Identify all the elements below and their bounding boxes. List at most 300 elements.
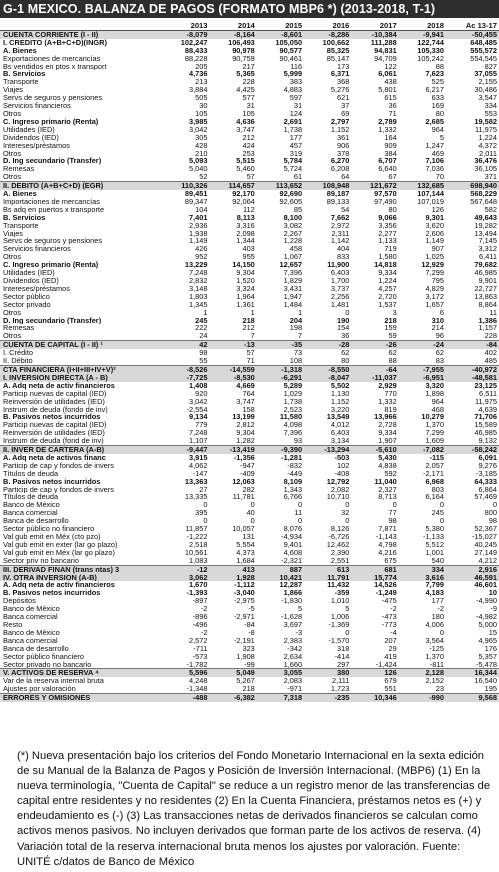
value-cell: -64 [351,365,398,373]
value-cell: 14,150 [232,261,255,270]
value-cell: 5,784 [283,157,303,166]
row-label: Banco de México [3,605,60,614]
value-cell: 1,537 [378,300,397,309]
value-cell: 6,371 [330,70,350,79]
row-label: CUENTA DE CAPITAL (I - II) ¹ [0,341,162,349]
value-cell: 9,132 [478,437,497,446]
value-cell: 827 [484,62,497,71]
value-cell: -125 [429,644,444,653]
value-cell: 80 [388,205,397,214]
value-cell: -12 [162,565,209,573]
value-cell: 5,380 [425,525,444,533]
value-cell: 5,512 [425,540,444,549]
table-row [0,126,499,134]
value-cell: 2,155 [478,78,497,87]
value-cell: 1,908 [236,652,255,661]
value-cell: 40,245 [474,540,497,549]
value-cell: 1,130 [330,389,350,398]
row-label: Ajustes por valoración [3,685,76,694]
value-cell: 5,357 [478,652,497,661]
value-cell: 1,670 [189,581,208,590]
value-cell: 14,818 [374,261,397,270]
value-cell: 97,490 [374,197,397,206]
value-cell: -10,384 [351,30,398,38]
value-cell: 36,476 [474,157,497,166]
value-cell: 177 [289,133,303,142]
row-label: Importaciones de mercancías [3,197,100,206]
table-row [0,237,499,245]
value-cell: 9,401 [283,540,303,549]
value-cell: 90,577 [279,46,303,55]
table-row [0,142,499,150]
table-row [0,661,499,669]
value-cell: -8,286 [304,30,351,38]
value-cell: -2,975 [233,597,255,606]
value-cell: 419 [384,652,397,661]
value-cell: 1 [250,308,255,317]
row-label: Banca comercial [3,509,58,518]
value-cell: 79,682 [474,261,497,270]
value-cell: 9,276 [478,461,497,470]
value-cell: 9,334 [378,269,397,277]
value-cell: 3,082 [283,221,303,230]
value-cell: 80 [341,357,350,366]
value-cell: 9,301 [425,213,444,222]
value-cell: 1,928 [210,574,257,582]
table-row [0,597,499,605]
table-row [0,533,499,541]
value-cell: 54 [341,205,350,214]
value-cell: 88,433 [184,46,208,55]
value-cell: 105,330 [417,46,444,55]
value-cell: 6,411 [479,253,497,262]
value-cell: 4,639 [478,405,497,414]
value-cell: 1 [203,308,208,317]
value-cell: 8,864 [478,300,497,309]
value-cell: 5,515 [236,157,255,166]
value-cell: 207 [384,636,397,645]
value-cell: 24 [199,332,208,341]
value-cell: 5,000 [478,620,497,629]
value-cell: 0 [492,501,497,510]
value-cell: 111,288 [370,38,397,47]
value-cell: 16,344 [446,669,499,677]
value-cell: 11 [294,509,303,518]
table-row [0,478,499,486]
row-label: Otros [3,253,22,262]
row-label: Intereses/préstamos [3,141,70,150]
value-cell: 964 [431,397,444,406]
value-cell: 85,147 [326,54,350,63]
value-cell: 0 [439,517,444,526]
value-cell: -1,281 [281,453,303,462]
value-cell: 212 [242,324,255,333]
value-cell: 7,401 [189,213,208,222]
value-cell: 57,469 [474,493,497,502]
value-cell: 158 [242,405,255,414]
value-cell: 5,289 [283,381,303,390]
row-label: B. Servicios [3,213,46,222]
value-cell: -414 [334,652,350,661]
value-cell: 90,759 [232,54,255,63]
value-cell: 305 [195,133,208,142]
row-label: Viajes [3,86,23,95]
row-label: I. Crédito [3,349,33,358]
value-cell: 36 [341,332,350,341]
value-cell: 319 [289,149,303,158]
value-cell: 4,838 [378,461,397,470]
value-cell: 6,707 [378,157,397,166]
value-cell: -84 [244,620,255,629]
table-row [0,437,499,445]
value-cell: 214 [431,324,444,333]
value-cell: 6,164 [425,493,444,502]
table-row [0,293,499,301]
value-cell: 113,652 [257,182,304,190]
table-row [0,669,499,677]
value-cell: 13,199 [232,413,255,422]
value-cell: 11,900 [327,261,350,270]
value-cell: 469 [431,149,444,158]
value-cell: 198 [289,324,303,333]
header-year-cell: 2018 [399,22,446,30]
row-label: III. DERIVAD FINAN (trans ntas) 3 [0,565,162,573]
value-cell: -2,171 [423,469,444,478]
row-label: II. DEBITO (A+B+C+D) (EGR) [0,182,162,190]
value-cell: 582 [484,205,497,214]
table-row [0,406,499,414]
value-cell: 592 [384,469,397,478]
value-cell: 615 [384,94,397,103]
value-cell: 2,383 [283,636,303,645]
value-cell: 5,365 [236,70,255,79]
value-cell: 90,461 [279,54,303,63]
table-row [0,605,499,613]
header-year-cell: 2016 [304,22,351,30]
value-cell: 675 [384,556,397,565]
value-cell: 14,526 [374,581,397,590]
value-cell: 803 [431,485,444,494]
value-cell: 108 [289,357,303,366]
value-cell: 62 [341,349,350,358]
value-cell: 212 [242,133,255,142]
value-cell: 1,152 [330,125,350,134]
row-label: Particip nuevas de capital (IED) [3,421,107,430]
value-cell: 90,978 [232,46,255,55]
value-cell: 1,660 [283,660,303,669]
value-cell: -8,530 [210,374,257,382]
value-cell: 7 [297,332,303,341]
value-cell: 77 [388,509,397,518]
value-cell: 553 [484,109,497,118]
value-cell: 218 [242,316,255,325]
value-cell: 11,432 [327,581,350,590]
value-cell: 597 [289,94,303,103]
value-cell: 5,093 [189,157,208,166]
value-cell: 555,572 [470,46,497,55]
value-cell: 3,042 [189,397,208,406]
row-label: Sector privado no bancario [3,660,92,669]
value-cell: 3,747 [236,125,255,134]
value-cell: 0 [250,501,255,510]
value-cell: -48,581 [446,374,499,382]
value-cell: -1,133 [423,533,444,541]
value-cell: 164 [384,133,397,142]
value-cell: 1,386 [478,316,497,325]
value-cell: -990 [399,694,446,702]
value-cell: 11 [489,308,497,317]
value-cell: 424 [242,141,255,150]
value-cell: 2,267 [283,229,303,238]
value-cell: 88 [388,357,397,366]
value-cell: 11,975 [474,397,497,406]
row-label: Sector priv no bancario [3,556,79,565]
table-row [0,165,499,173]
value-cell: 4,183 [425,589,444,598]
value-cell: 2,128 [399,669,446,677]
value-cell: -1,348 [186,685,208,694]
value-cell: 4,736 [189,70,208,79]
table-row [0,86,499,94]
value-cell: 554,545 [470,54,497,63]
value-cell: 46,985 [474,269,497,277]
table-row [0,301,499,309]
table-row [0,150,499,158]
value-cell: 7,036 [425,165,444,174]
value-cell: -1,143 [375,533,397,541]
value-cell: -58,242 [446,446,499,454]
value-cell: 9,134 [189,413,208,422]
value-cell: 1,738 [283,397,303,406]
value-cell: 11,781 [232,493,255,502]
value-cell: 10,421 [257,574,304,582]
row-label: Particip de cap y fondos de invers [3,485,114,494]
value-cell: 22,727 [474,284,497,293]
value-cell: 5 [345,605,350,614]
value-cell: 218 [384,316,397,325]
value-cell: 906 [337,141,350,150]
row-label: Servs de seguros y pensiones [3,237,103,246]
table-body [0,22,499,702]
value-cell: 7,318 [257,694,304,702]
table-row [0,390,499,398]
table-row [0,685,499,693]
value-cell: 525 [431,78,444,87]
value-cell: -9 [490,605,497,614]
value-cell: 107,144 [417,190,444,198]
value-cell: 16,540 [474,677,497,686]
value-cell: 1,224 [378,277,397,285]
value-cell: 2,098 [236,229,255,238]
value-cell: -1,628 [281,613,303,621]
value-cell: 6,640 [378,165,397,174]
value-cell: -449 [287,469,303,478]
row-label: Otros [3,173,22,182]
row-label: Dividendos (IED) [3,277,59,285]
value-cell: -84 [446,341,499,349]
row-label: Particip nuevas de capital (IED) [3,389,107,398]
value-cell: 132,685 [399,182,446,190]
value-cell: -11,037 [351,374,398,382]
value-cell: 2,011 [479,149,497,158]
value-cell: 1,029 [283,389,303,398]
value-cell: 334 [399,565,446,573]
value-cell: 3,884 [189,86,208,95]
table-row [0,198,499,206]
value-cell: 11,040 [374,477,397,486]
value-cell: 1,700 [330,277,350,285]
value-cell: 1,157 [478,324,497,333]
table-row [0,357,499,365]
value-cell: -711 [193,644,208,653]
value-cell: -1,424 [375,660,397,669]
value-cell: 3,620 [425,221,444,230]
value-cell: 4,636 [236,117,255,126]
value-cell: -14,559 [210,365,257,373]
value-cell: -1,570 [328,636,350,645]
value-cell: 13,494 [474,229,497,238]
table-row [0,222,499,230]
value-cell: 4,669 [236,381,255,390]
value-cell: 2,691 [283,117,303,126]
table-row [0,421,499,429]
value-cell: 457 [289,141,303,150]
value-cell: 6,208 [330,165,350,174]
value-cell: -2 [437,605,444,614]
value-cell: 46,591 [446,574,499,582]
value-cell: 334 [484,102,497,110]
value-cell: 126 [351,669,398,677]
value-cell: 0 [345,308,350,317]
row-label: Remesas [3,324,35,333]
value-cell: 27,149 [474,548,497,557]
value-cell: 7,799 [425,581,444,590]
value-cell: -2,554 [186,405,208,414]
value-cell: 9,304 [236,269,255,277]
value-cell: 318 [337,644,350,653]
value-cell: 361 [337,133,350,142]
value-cell: -503 [334,453,350,462]
table-row [0,645,499,653]
value-cell: -3 [295,628,303,637]
row-label: Instrum de deuda (fondo de inv) [3,405,108,414]
value-cell: 633 [431,94,444,103]
value-cell: 0 [392,501,397,510]
value-cell: 31 [246,102,255,110]
value-cell: 154 [337,324,350,333]
table-row [0,118,499,126]
value-cell: 4,012 [330,421,350,430]
value-cell: -773 [381,620,397,629]
value-cell: 9,568 [446,694,499,702]
value-cell: 2,728 [378,421,397,430]
value-cell: -9,390 [257,446,304,454]
value-cell: 12,063 [232,477,255,486]
header-year-cell: 2015 [257,22,304,30]
table-row [0,78,499,86]
value-cell: 1,684 [236,556,255,565]
value-cell: 4,829 [425,284,444,293]
row-label: Banco de México [3,501,60,510]
value-cell: 310 [431,316,444,325]
value-cell: 13,229 [184,261,208,270]
value-cell: 0 [345,628,350,637]
value-cell: 29 [388,644,397,653]
value-cell: 2,685 [425,117,444,126]
value-cell: 13,335 [184,493,208,502]
value-cell: 2,277 [378,229,397,238]
row-label: Sector privado [3,300,51,309]
header-label-cell [0,22,162,30]
table-row [0,429,499,437]
row-label: A. Bienes [3,190,37,198]
value-cell: 105 [195,109,208,118]
row-label: Dividendos (IED) [3,133,59,142]
row-label: Var de la reserva internal bruta [3,677,104,686]
value-cell: 4,373 [236,548,255,557]
value-cell: 10,057 [232,525,255,533]
value-cell: 426 [195,245,208,254]
value-cell: -13,419 [210,446,257,454]
row-label: C. Ingreso primario (Renta) [3,261,99,270]
row-label: A. Adq neta de activ financieros [3,581,115,590]
value-cell: 3,320 [425,381,444,390]
value-cell: 253 [242,149,255,158]
value-cell: 3 [392,308,397,317]
table-row [0,214,499,222]
table-row [0,621,499,629]
value-cell: 2,789 [378,117,397,126]
value-cell: 1,344 [236,237,255,246]
value-cell: 621 [337,94,350,103]
value-cell: 383 [289,78,303,87]
value-cell: -7,955 [399,365,446,373]
value-cell: 0 [203,501,208,510]
value-cell: -147 [192,469,208,478]
value-cell: -8,164 [210,30,257,38]
value-cell: -13 [210,341,257,349]
row-label: B. Pasivos netos incurridos [3,413,101,422]
value-cell: 12,287 [279,581,303,590]
value-cell: 719 [384,245,397,254]
table-row [0,230,499,238]
value-cell: 11,857 [185,525,208,533]
value-cell: -342 [287,644,303,653]
value-cell: 12,462 [326,540,350,549]
value-cell: 94,831 [374,46,397,55]
table-row [0,269,499,277]
value-cell: 19,582 [474,117,497,126]
value-cell: -8,550 [304,365,351,373]
value-cell: 1,228 [283,237,303,246]
value-cell: 1,408 [189,381,208,390]
value-cell: -6,951 [399,374,446,382]
table-row [0,309,499,317]
value-cell: 114,657 [210,182,257,190]
value-cell: 1,907 [378,437,397,446]
value-cell: 1,152 [330,397,350,406]
table-row [0,182,499,190]
row-label: V. ACTIVOS DE RESERVA ⁴ [0,669,162,677]
value-cell: 0 [297,517,303,526]
value-cell: 11,580 [279,413,303,422]
value-cell: 2,523 [283,405,303,414]
row-label: Sector público financiero [3,652,84,661]
value-cell: 5,596 [162,669,209,677]
value-cell: 245 [431,509,444,518]
value-cell: 4,248 [189,677,208,686]
value-cell: -3,040 [233,589,255,598]
